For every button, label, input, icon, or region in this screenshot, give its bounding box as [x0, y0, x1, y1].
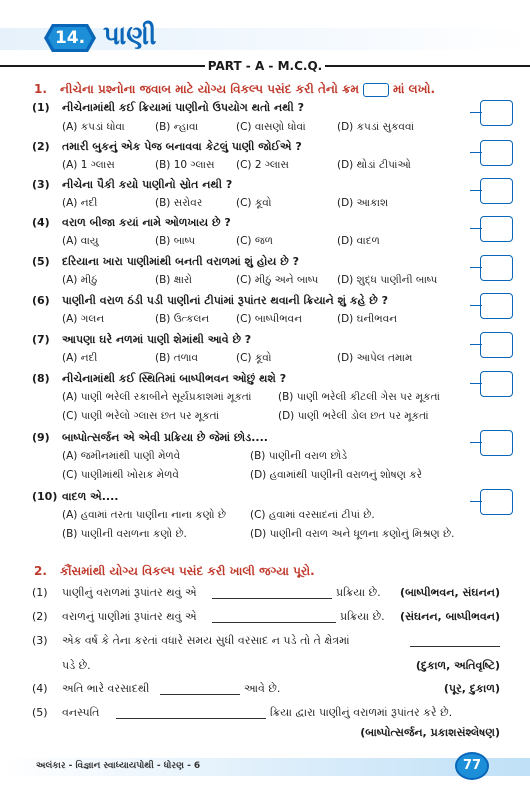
option-a: (A) મીઠું — [62, 274, 98, 286]
option-c: (C) પાણી ભરેલો ગ્લાસ છત પર મૂકતાં — [62, 410, 220, 422]
option-a: (A) કપડાં ધોવા — [62, 121, 125, 133]
question-number: (7) — [32, 333, 50, 346]
hint-options: (બાષ્પોત્સર્જન, પ્રકાશસંશ્લેષણ) — [360, 726, 500, 739]
chapter-header — [0, 20, 530, 56]
blank-line[interactable] — [212, 598, 332, 599]
question-text: દરિયાના ખારા પાણીમાંથી બનતી વરાળમાં શું હોય છે ? — [62, 255, 299, 268]
item-text-a: અતિ ભારે વરસાદથી — [62, 682, 150, 695]
answer-box-frame — [480, 332, 513, 358]
answer-box-frame — [480, 100, 513, 126]
section-1-heading — [0, 82, 530, 102]
fill-blank-4 — [0, 682, 530, 702]
option-a: (A) વાયુ — [62, 235, 99, 247]
option-a: (A) 1 ગ્લાસ — [62, 159, 115, 171]
option-d: (D) વાદળ — [337, 235, 380, 247]
option-d: (D) પાણીની વરાળ અને ધૂળના કણોનું મિશ્રણ છે. — [250, 528, 455, 540]
book-title: અલંકાર - વિજ્ઞાન સ્વાધ્યાયપોથી - ધોરણ - 6 — [36, 761, 201, 771]
option-c: (C) પાણીમાંથી ખોરાક મેળવે — [62, 469, 179, 481]
question-number: (3) — [32, 178, 50, 191]
item-text-b: પ્રક્રિયા છે. — [336, 586, 381, 599]
answer-box[interactable] — [470, 216, 514, 242]
question-number: (9) — [32, 431, 50, 444]
option-d: (D) કપડાં સુકવવાં — [337, 121, 415, 133]
option-b: (B) પાણી ભરેલી કીટલી ગેસ પર મૂકતાં — [278, 391, 440, 403]
option-b: (B) બાષ્પ — [155, 235, 196, 247]
answer-box[interactable] — [470, 255, 514, 281]
item-number: (4) — [32, 682, 48, 695]
option-b: (B) પાણીની વરાળના કણો છે. — [62, 528, 187, 540]
answer-box[interactable] — [470, 178, 514, 204]
section-number: 1. — [34, 82, 47, 96]
page-footer — [0, 752, 530, 780]
hint-options: (બાષ્પીભવન, સંઘનન) — [400, 586, 500, 599]
blank-line[interactable] — [212, 622, 336, 623]
question-text: તમારી બુકનું એક પેજ બનાવવા કેટલું પાણી જોઈએ ? — [62, 140, 302, 153]
option-b: (B) પાણીની વરાળ છોડે — [250, 450, 348, 462]
hint-options: (પૂર, દુકાળ) — [443, 682, 500, 695]
question-number: (10) — [32, 490, 58, 503]
page-number-badge — [455, 752, 489, 780]
item-text-b: આવે છે. — [244, 682, 281, 695]
item-number: (5) — [32, 706, 48, 719]
question-number: (1) — [32, 101, 50, 114]
item-text-a: એક વર્ષ કે તેના કરતાં વધારે સમય સુધી વરસાદ ન પડે તો તે ક્ષેત્રમાં — [62, 634, 350, 647]
option-d: (D) શુદ્ધ પાણીની બાષ્પ — [337, 274, 438, 286]
fill-blank-2 — [0, 610, 530, 630]
option-d: (D) હવામાંથી પાણીની વરાળનું શોષણ કરે — [250, 469, 423, 481]
question-number: (2) — [32, 140, 50, 153]
chapter-number: 14. — [54, 28, 86, 48]
question-text: નીચેનામાંથી કઈ ક્રિયામાં પાણીનો ઉપયોગ થતો નથી ? — [62, 101, 304, 114]
option-d: (D) થોડાં ટીપાંઓ — [337, 159, 411, 171]
answer-box-frame — [480, 371, 513, 397]
section-instruction — [60, 82, 435, 97]
chapter-badge — [44, 22, 96, 54]
option-c: (C) હવામાં વરસાદનાં ટીપાં છે. — [250, 509, 375, 521]
page-number: 77 — [462, 758, 482, 773]
answer-box-frame — [480, 216, 513, 242]
blank-line[interactable] — [410, 646, 500, 647]
question-number: (5) — [32, 255, 50, 268]
question-number: (6) — [32, 294, 50, 307]
question-text: વરાળ બીજા કયાં નામે ઓળખાય છે ? — [62, 216, 231, 229]
answer-box-frame — [480, 255, 513, 281]
item-text-a: પાણીનું વરાળમાં રૂપાંતર થવું એ — [62, 586, 197, 599]
option-c: (C) 2 ગ્લાસ — [236, 159, 289, 171]
chapter-title: પાણી — [103, 21, 157, 51]
fill-blank-5 — [0, 706, 530, 726]
hint-options: (દુકાળ, અતિવૃષ્ટિ) — [415, 659, 500, 672]
option-a: (A) પાણી ભરેલી રકાબીને સૂર્યપ્રકાશમાં મૂકતાં — [62, 391, 252, 403]
item-text-b: પ્રક્રિયા છે. — [340, 610, 385, 623]
question-number: (8) — [32, 372, 50, 385]
instruction-part-a: નીચેના પ્રશ્નોના જવાબ માટે યોગ્ય વિકલ્પ પસંદ કરી તેનો ક્રમ — [60, 82, 359, 96]
item-number: (2) — [32, 610, 48, 623]
question-text: નીચેનામાંથી કઈ સ્થિતિમાં બાષ્પીભવન ઓછું થશે ? — [62, 372, 287, 385]
option-c: (C) કૂવો — [236, 352, 272, 364]
answer-box-frame — [480, 430, 513, 456]
option-c: (C) બાષ્પીભવન — [236, 313, 303, 325]
option-b: (B) ન્હાવા — [155, 121, 199, 133]
option-c: (C) વાસણો ધોવાં — [236, 121, 306, 133]
question-text: નીચેના પૈકી કયો પાણીનો સ્રોત નથી ? — [62, 178, 233, 191]
question-number: (4) — [32, 216, 50, 229]
answer-box[interactable] — [470, 332, 514, 358]
answer-box-icon — [363, 83, 389, 97]
answer-box-frame — [480, 140, 513, 166]
answer-box[interactable] — [470, 489, 514, 515]
instruction-part-b: માં લખો. — [392, 82, 436, 96]
option-a: (A) નદી — [62, 352, 98, 364]
section-instruction: કૌંસમાંથી યોગ્ય વિકલ્પ પસંદ કરી ખાલી જગ્યા પૂરો. — [60, 564, 315, 578]
option-d: (D) આકાશ — [337, 197, 389, 209]
answer-box[interactable] — [470, 430, 514, 456]
answer-box[interactable] — [470, 371, 514, 397]
item-text-a: વનસ્પતિ — [62, 706, 100, 719]
fill-blank-5-hint — [0, 726, 530, 746]
question-text: બાષ્પોત્સર્જન એ એવી પ્રક્રિયા છે જેમાં છોડ.... — [62, 431, 268, 444]
option-b: (B) ક્ષારો — [155, 274, 192, 286]
item-text-b: પડે છે. — [62, 659, 91, 672]
answer-box[interactable] — [470, 100, 514, 126]
option-d: (D) પાણી ભરેલી ડોલ છત પર મૂકતાં — [278, 410, 429, 422]
blank-line[interactable] — [116, 718, 266, 719]
answer-box-frame — [480, 178, 513, 204]
option-d: (D) આપેલ તમામ — [337, 352, 413, 364]
option-b: (B) 10 ગ્લાસ — [155, 159, 215, 171]
option-c: (C) જળ — [236, 235, 273, 247]
option-b: (B) તળાવ — [155, 352, 198, 364]
section-2-heading — [0, 564, 530, 584]
option-c: (C) મીઠું અને બાષ્પ — [236, 274, 319, 286]
question-text: પાણીની વરાળ ઠંડી પડી પાણીનાં ટીપાંમાં રૂપાંતર થવાની ક્રિયાને શું કહે છે ? — [62, 294, 388, 307]
item-text-a: વરાળનું પાણીમાં રૂપાંતર થવું એ — [62, 610, 197, 623]
part-label: PART - A - M.C.Q. — [205, 58, 325, 74]
fill-blank-1 — [0, 586, 530, 606]
answer-box[interactable] — [470, 140, 514, 166]
question-text: આપણા ઘરે નળમાં પાણી શેમાંથી આવે છે ? — [62, 333, 252, 346]
hint-options: (સંઘનન, બાષ્પીભવન) — [400, 610, 500, 623]
item-number: (3) — [32, 634, 48, 647]
part-divider — [0, 58, 530, 74]
option-b: (B) ઉત્કલન — [155, 313, 210, 325]
option-a: (A) ગલન — [62, 313, 105, 325]
option-a: (A) જમીનમાંથી પાણી મેળવે — [62, 450, 181, 462]
item-number: (1) — [32, 586, 48, 599]
answer-box[interactable] — [470, 293, 514, 319]
section-number: 2. — [34, 564, 47, 578]
option-b: (B) સરોવર — [155, 197, 203, 209]
answer-box-frame — [480, 293, 513, 319]
answer-box-frame — [480, 489, 513, 515]
fill-blank-3-continued — [0, 659, 530, 679]
blank-line[interactable] — [160, 694, 240, 695]
option-a: (A) નદી — [62, 197, 98, 209]
question-text: વાદળ એ.... — [62, 490, 119, 503]
option-c: (C) કૂવો — [236, 197, 272, 209]
fill-blank-3 — [0, 634, 530, 654]
item-text-b: ક્રિયા દ્વારા પાણીનું વરાળમાં રૂપાંતર કરે છે. — [270, 706, 453, 719]
option-d: (D) ઘનીભવન — [337, 313, 398, 325]
option-a: (A) હવામાં તરતા પાણીના નાના કણો છે — [62, 509, 226, 521]
